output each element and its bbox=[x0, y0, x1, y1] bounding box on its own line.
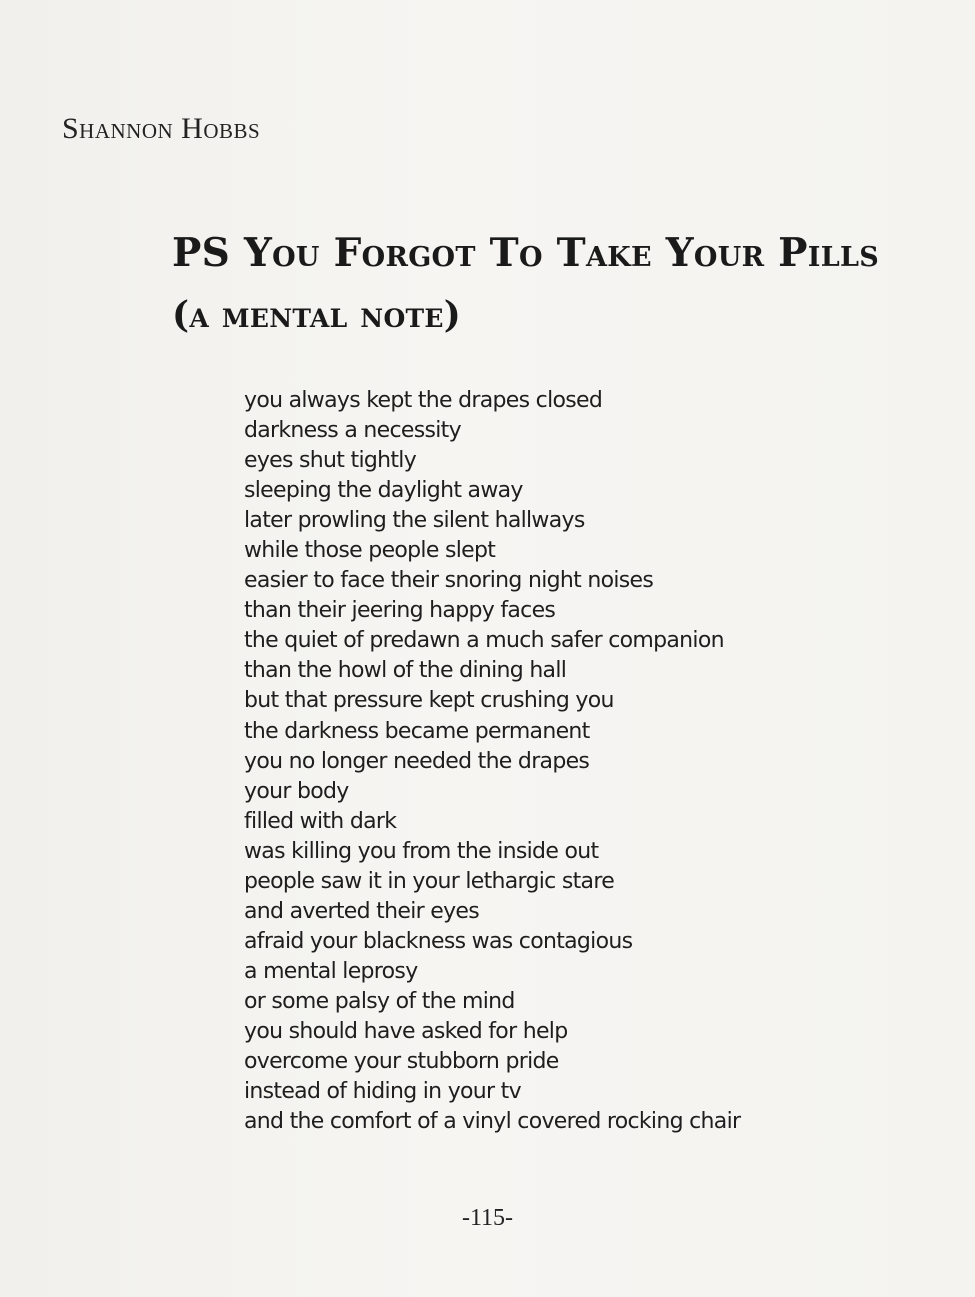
poem-title-line-1: PS You Forgot To Take Your Pills bbox=[172, 230, 880, 276]
poem-line: darkness a necessity bbox=[244, 418, 461, 444]
poem-line: you always kept the drapes closed bbox=[244, 388, 603, 413]
poem-line: was killing you from the inside out bbox=[244, 838, 599, 864]
page-number: -115- bbox=[461, 1205, 514, 1231]
poem-line: the quiet of predawn a much safer companion bbox=[244, 628, 724, 654]
poem-line: than the howl of the dining hall bbox=[244, 658, 567, 684]
poem-title bbox=[172, 222, 962, 346]
poem-line: instead of hiding in your tv bbox=[244, 1079, 521, 1105]
poem-line: later prowling the silent hallways bbox=[244, 508, 585, 534]
poem-line: or some palsy of the mind bbox=[244, 988, 515, 1014]
poem-line: and the comfort of a vinyl covered rocking chair bbox=[244, 1109, 741, 1135]
poem-line: overcome your stubborn pride bbox=[244, 1049, 559, 1075]
poem-line: eyes shut tightly bbox=[244, 448, 417, 474]
poem-line: your body bbox=[244, 778, 349, 804]
poem-line: filled with dark bbox=[244, 808, 397, 834]
author-name: Shannon Hobbs bbox=[62, 112, 261, 145]
poem-line: a mental leprosy bbox=[244, 958, 418, 984]
poem-line: than their jeering happy faces bbox=[244, 598, 556, 624]
poem-line: the darkness became permanent bbox=[244, 718, 590, 744]
poem-line: and averted their eyes bbox=[244, 898, 479, 924]
poem-line: you should have asked for help bbox=[244, 1018, 568, 1044]
poem-line: while those people slept bbox=[244, 538, 496, 564]
poem-line: sleeping the daylight away bbox=[244, 478, 523, 504]
poem-line: easier to face their snoring night noises bbox=[244, 568, 654, 594]
poem-line: you no longer needed the drapes bbox=[244, 748, 590, 774]
poem-body bbox=[244, 386, 944, 1137]
poem-line: afraid your blackness was contagious bbox=[244, 928, 633, 954]
poem-line: but that pressure kept crushing you bbox=[244, 688, 614, 714]
poem-line: people saw it in your lethargic stare bbox=[244, 868, 615, 894]
poem-title-line-2: (a mental note) bbox=[172, 294, 462, 336]
